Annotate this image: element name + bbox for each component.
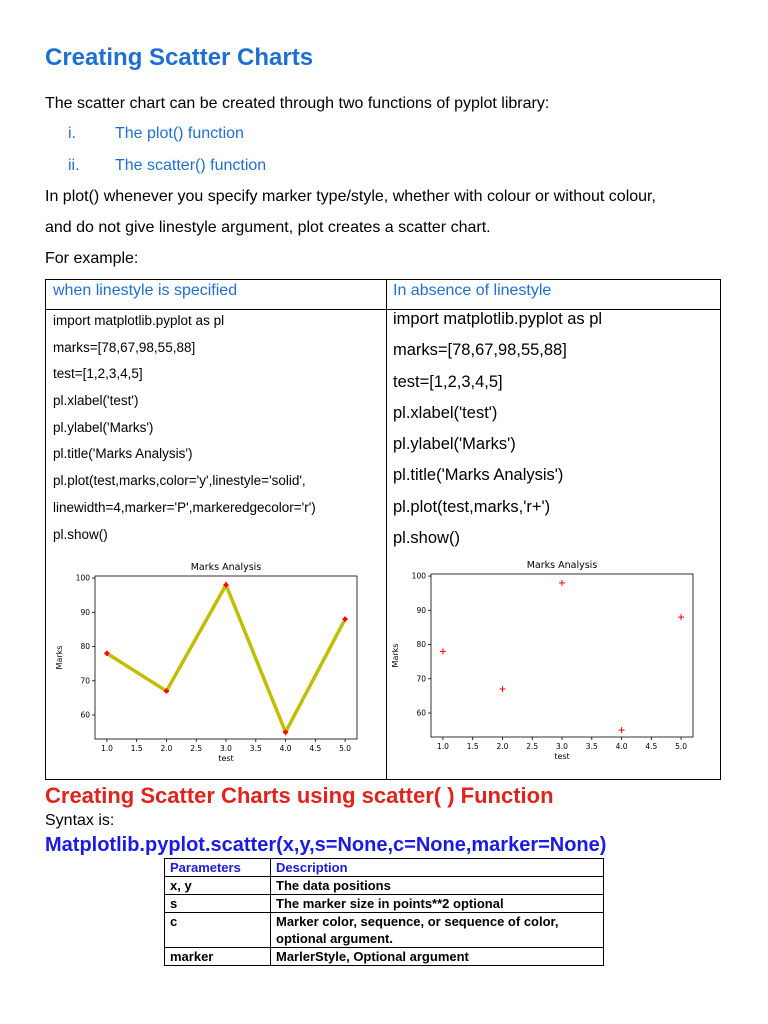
code-line: pl.show() [53,526,108,542]
param-description: The data positions [271,877,604,895]
data-point-marker [440,648,446,654]
intro-text: The scatter chart can be created through two functions of pyplot library: [45,95,550,112]
syntax-signature: Matplotlib.pyplot.scatter(x,y,s=None,c=None,marker=None) [45,834,607,856]
param-name: s [165,895,271,913]
y-tick-label: 100 [411,571,426,581]
chart-scatter-markers [392,556,702,766]
code-line: pl.plot(test,marks,color='y',linestyle='solid', [53,473,306,489]
code-line: pl.ylabel('Marks') [53,419,154,435]
code-line: pl.ylabel('Marks') [393,435,516,454]
parameters-table [164,858,604,966]
code-line: marks=[78,67,98,55,88] [53,339,196,355]
series-line [107,585,345,732]
code-line: test=[1,2,3,4,5] [393,372,503,391]
y-tick-label: 100 [75,573,90,583]
param-name: x, y [165,877,271,895]
list-item: The scatter() function [115,157,267,174]
param-name: marker [165,948,271,966]
table-row [165,877,604,895]
x-tick-label: 2.0 [160,744,173,753]
chart-svg [392,556,702,766]
table-row [165,948,604,966]
x-axis-label: test [218,754,234,763]
x-tick-label: 4.0 [615,742,628,751]
syntax-label: Syntax is: [45,812,115,829]
data-point-marker [619,727,625,733]
code-line: pl.title('Marks Analysis') [53,446,193,462]
y-axis-label: Marks [391,643,400,668]
table-divider [386,280,387,779]
paragraph: In plot() whenever you specify marker type/style, whether with colour or without colour, [45,188,656,205]
code-line: import matplotlib.pyplot as pl [393,310,603,328]
y-tick-label: 60 [416,708,426,718]
code-block-right [393,304,602,554]
y-tick-label: 70 [80,676,90,686]
x-tick-label: 5.0 [675,742,688,751]
x-tick-label: 4.5 [645,742,658,751]
param-name: c [165,913,271,948]
x-tick-label: 4.0 [279,744,292,753]
x-tick-label: 2.5 [190,744,203,753]
table-row [165,913,604,948]
code-block-left [53,308,316,548]
table-header-left: when linestyle is specified [53,282,238,299]
y-tick-label: 60 [80,710,90,720]
table-header-cell: Description [271,859,604,877]
list-item-number: i. [68,125,76,142]
y-tick-label: 80 [416,640,426,650]
y-tick-label: 80 [80,642,90,652]
code-line: pl.title('Marks Analysis') [393,466,564,485]
code-line: linewidth=4,marker='P',markeredgecolor='r') [53,499,316,515]
table-header-right: In absence of linestyle [393,282,552,299]
page-title: Creating Scatter Charts [45,44,314,71]
x-tick-label: 3.0 [556,742,568,751]
code-line: pl.xlabel('test') [53,393,139,409]
table-header-cell: Parameters [165,859,271,877]
x-axis-label: test [554,752,570,761]
list-item-number: ii. [68,157,80,174]
paragraph: For example: [45,250,139,267]
param-description: MarlerStyle, Optional argument [271,948,604,966]
code-line: pl.xlabel('test') [393,403,498,422]
chart-title: Marks Analysis [190,562,262,573]
list-item: The plot() function [115,125,244,142]
param-description: The marker size in points**2 optional [271,895,604,913]
code-line: marks=[78,67,98,55,88] [393,341,567,360]
x-tick-label: 1.0 [100,744,113,753]
y-tick-label: 90 [80,607,90,617]
y-tick-label: 70 [416,674,426,684]
plot-frame [95,576,357,739]
x-tick-label: 2.5 [526,742,539,751]
code-line: test=[1,2,3,4,5] [53,366,143,382]
x-tick-label: 3.5 [249,744,262,753]
x-tick-label: 3.5 [585,742,598,751]
table-row [165,895,604,913]
x-tick-label: 5.0 [339,744,352,753]
section-heading: Creating Scatter Charts using scatter( ) Function [45,783,554,808]
paragraph: and do not give linestyle argument, plot creates a scatter chart. [45,219,491,236]
table-header-row [165,859,604,877]
y-axis-label: Marks [55,645,64,670]
x-tick-label: 1.5 [466,742,479,751]
x-tick-label: 4.5 [309,744,322,753]
y-tick-label: 90 [416,605,426,615]
param-description: Marker color, sequence, or sequence of color, optional argument. [271,913,604,948]
x-tick-label: 3.0 [220,744,232,753]
data-point-marker [499,686,505,692]
plot-frame [431,574,693,737]
x-tick-label: 1.0 [436,742,449,751]
chart-title: Marks Analysis [526,560,598,571]
chart-svg [55,558,365,768]
data-point-marker [678,614,684,620]
x-tick-label: 2.0 [496,742,509,751]
chart-line-with-markers [55,558,365,768]
code-line: import matplotlib.pyplot as pl [53,313,225,328]
code-line: pl.plot(test,marks,'r+') [393,497,551,516]
data-point-marker [559,580,565,586]
x-tick-label: 1.5 [130,744,143,753]
code-line: pl.show() [393,529,460,548]
